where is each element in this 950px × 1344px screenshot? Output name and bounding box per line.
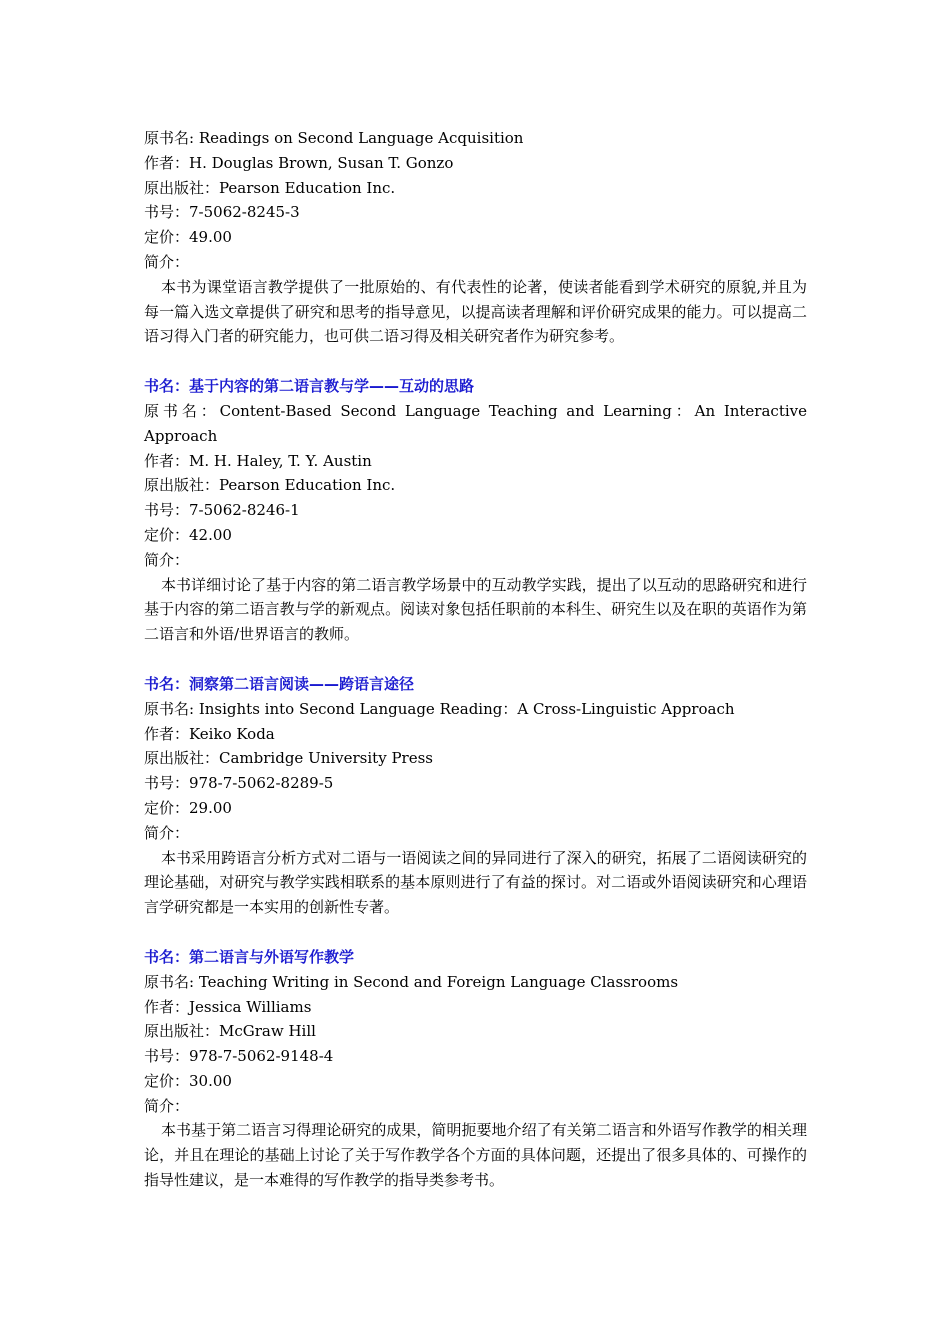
price: 定价：42.00	[144, 525, 232, 544]
publisher: 原出版社：Pearson Education Inc.	[144, 476, 396, 495]
intro-label: 简介：	[144, 1096, 190, 1115]
publisher: 原出版社：Pearson Education Inc.	[144, 178, 396, 197]
intro-label: 简介：	[144, 252, 190, 271]
original-title: 原书名：Content-Based Second Language Teaching and Learning：An Interactive Approach	[144, 401, 807, 445]
book-entry-4	[144, 945, 807, 1193]
book-entry-1	[144, 126, 807, 349]
intro-text: 本书详细讨论了基于内容的第二语言教学场景中的互动教学实践，提出了以互动的思路研究和进行基于内容的第二语言教与学的新观点。阅读对象包括任职前的本科生、研究生以及在职的英语作为第二语言和外语/世界语言的教师。	[144, 575, 807, 644]
author: 作者：M. H. Haley, T. Y. Austin	[144, 451, 372, 470]
book-entry-3	[144, 672, 807, 920]
price: 定价：49.00	[144, 228, 232, 247]
document-page	[144, 126, 807, 1218]
book-title: 书名：第二语言与外语写作教学	[144, 947, 355, 966]
original-title: 原书名: Teaching Writing in Second and Foreign Language Classrooms	[144, 972, 679, 991]
author: 作者：Jessica Williams	[144, 997, 312, 1016]
isbn: 书号：978-7-5062-9148-4	[144, 1047, 334, 1066]
isbn: 书号：7-5062-8246-1	[144, 501, 300, 520]
book-title: 书名：基于内容的第二语言教与学——互动的思路	[144, 377, 475, 396]
original-title: 原书名: Insights into Second Language Reading：A Cross-Linguistic Approach	[144, 699, 735, 718]
intro-label: 简介：	[144, 550, 190, 569]
price: 定价：29.00	[144, 798, 232, 817]
author: 作者：Keiko Koda	[144, 724, 275, 743]
publisher: 原出版社：McGraw Hill	[144, 1022, 316, 1041]
original-title: 原书名: Readings on Second Language Acquisition	[144, 129, 524, 147]
book-entry-2	[144, 374, 807, 647]
intro-text: 本书基于第二语言习得理论研究的成果，简明扼要地介绍了有关第二语言和外语写作教学的相关理论，并且在理论的基础上讨论了关于写作教学各个方面的具体问题，还提出了很多具体的、可操作的指导性建议，是一本难得的写作教学的指导类参考书。	[144, 1121, 807, 1190]
publisher: 原出版社：Cambridge University Press	[144, 749, 433, 768]
author: 作者：H. Douglas Brown, Susan T. Gonzo	[144, 153, 454, 172]
isbn: 书号：978-7-5062-8289-5	[144, 774, 334, 793]
book-title: 书名：洞察第二语言阅读——跨语言途径	[144, 674, 415, 693]
isbn: 书号：7-5062-8245-3	[144, 203, 300, 222]
intro-text: 本书为课堂语言教学提供了一批原始的、有代表性的论著，使读者能看到学术研究的原貌,并且为每一篇入选文章提供了研究和思考的指导意见，以提高读者理解和评价研究成果的能力。可以提高二语习得入门者的研究能力，也可供二语习得及相关研究者作为研究参考。	[144, 277, 807, 346]
intro-text: 本书采用跨语言分析方式对二语与一语阅读之间的异同进行了深入的研究，拓展了二语阅读研究的理论基础，对研究与教学实践相联系的基本原则进行了有益的探讨。对二语或外语阅读研究和心理语言学研究都是一本实用的创新性专著。	[144, 848, 807, 917]
price: 定价：30.00	[144, 1071, 232, 1090]
intro-label: 简介：	[144, 823, 190, 842]
